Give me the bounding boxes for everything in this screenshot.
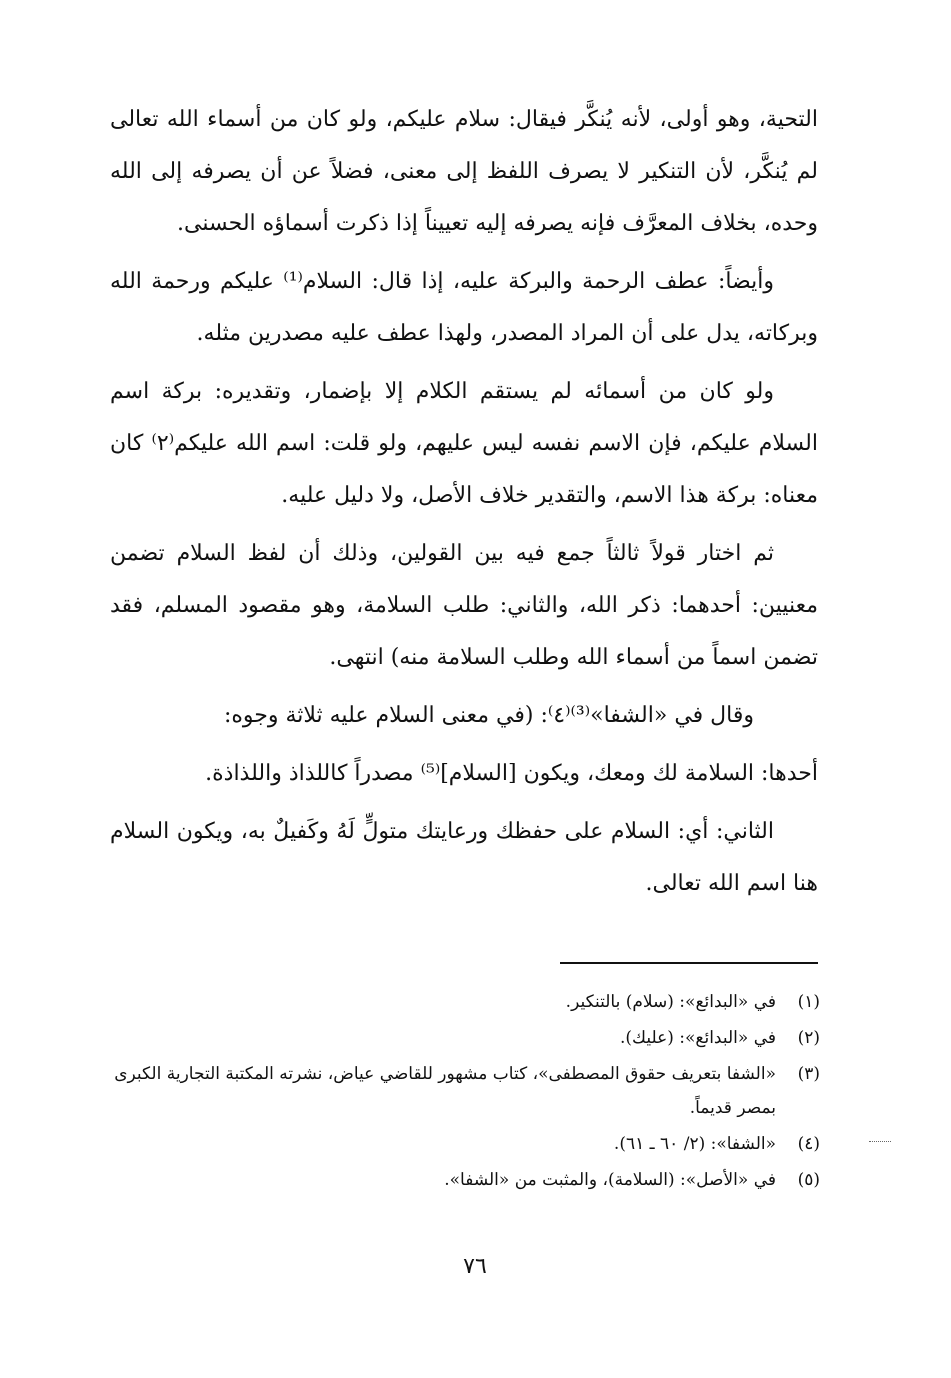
paragraph-4: ثم اختار قولاً ثالثاً جمع فيه بين القولين، وذلك أن لفظ السلام تضمن معنيين: أحدهما: ذكر الله، والثاني: طلب السلامة، وهو مقصود المسلم، فقد تضمن اسماً من أسماء الله وطلب السلامة منه) انتهى. (110, 541, 818, 670)
footnote-3 (108, 1057, 820, 1125)
paragraph-7: الثاني: أي: السلام على حفظك ورعايتك متولٍّ لَهُ وكَفيلٌ به، ويكون السلام هنا اسم الله تعالى. (110, 819, 818, 896)
page-number: ٧٦ (463, 1254, 487, 1279)
footnote-4-number: (٤) (797, 1134, 820, 1154)
footnote-1-number: (١) (797, 992, 820, 1012)
paragraph-3: ولو كان من أسمائه لم يستقم الكلام إلا بإضمار، وتقديره: بركة اسم السلام عليكم، فإن الاسم نفسه ليس عليهم، ولو قلت: اسم الله عليكم⁽٢⁾ كان معناه: بركة هذا الاسم، والتقدير خلاف الأصل، ولا دليل عليه. (110, 379, 818, 508)
footnote-2-number: (٢) (797, 1028, 820, 1048)
footnote-2 (108, 1021, 820, 1055)
footnote-1-text: في «البدائع»: (سلام) بالتنكير. (565, 992, 776, 1012)
footnote-4-text: «الشفا»: (٢/ ٦٠ ـ ٦١). (613, 1134, 776, 1154)
footnote-1 (108, 985, 820, 1019)
paragraph-1: التحية، وهو أولى، لأنه يُنكَّر فيقال: سلام عليكم، ولو كان من أسماء الله تعالى لم يُنكَّر، لأن التنكير لا يصرف اللفظ إلى معنى، فضلاً عن أن يصرفه إلى الله وحده، بخلاف المعرَّف فإنه يصرفه إليه تعييناً إذا ذكرت أسماؤه الحسنى. (110, 107, 818, 236)
footnote-3-number: (٣) (797, 1064, 820, 1084)
footnote-5 (108, 1163, 820, 1197)
footnote-5-text: في «الأصل»: (السلامة)، والمثبت من «الشفا». (444, 1170, 776, 1190)
footnote-4 (108, 1127, 820, 1161)
footnote-5-number: (٥) (797, 1170, 820, 1190)
footnote-3-text: «الشفا بتعريف حقوق المصطفى»، كتاب مشهور للقاضي عياض، نشرته المكتبة التجارية الكبرى بمصر قديماً. (114, 1064, 776, 1118)
paragraph-6: أحدها: السلامة لك ومعك، ويكون [السلام]⁽⁵⁾ مصدراً كاللذاذ واللذاذة. (205, 761, 818, 786)
edge-mark (869, 1141, 891, 1142)
paragraph-5: وقال في «الشفا»⁽³⁾⁽٤⁾: (في معنى السلام عليه ثلاثة وجوه: (223, 703, 754, 728)
paragraph-2: وأيضاً: عطف الرحمة والبركة عليه، إذا قال: السلام⁽¹⁾ عليكم ورحمة الله وبركاته، يدل على أن المراد المصدر، ولهذا عطف عليه مصدرين مثله. (110, 269, 818, 346)
footnote-2-text: في «البدائع»: (عليك). (620, 1028, 776, 1048)
footnote-divider (560, 962, 818, 964)
main-text (110, 94, 818, 916)
footnotes (108, 985, 820, 1199)
